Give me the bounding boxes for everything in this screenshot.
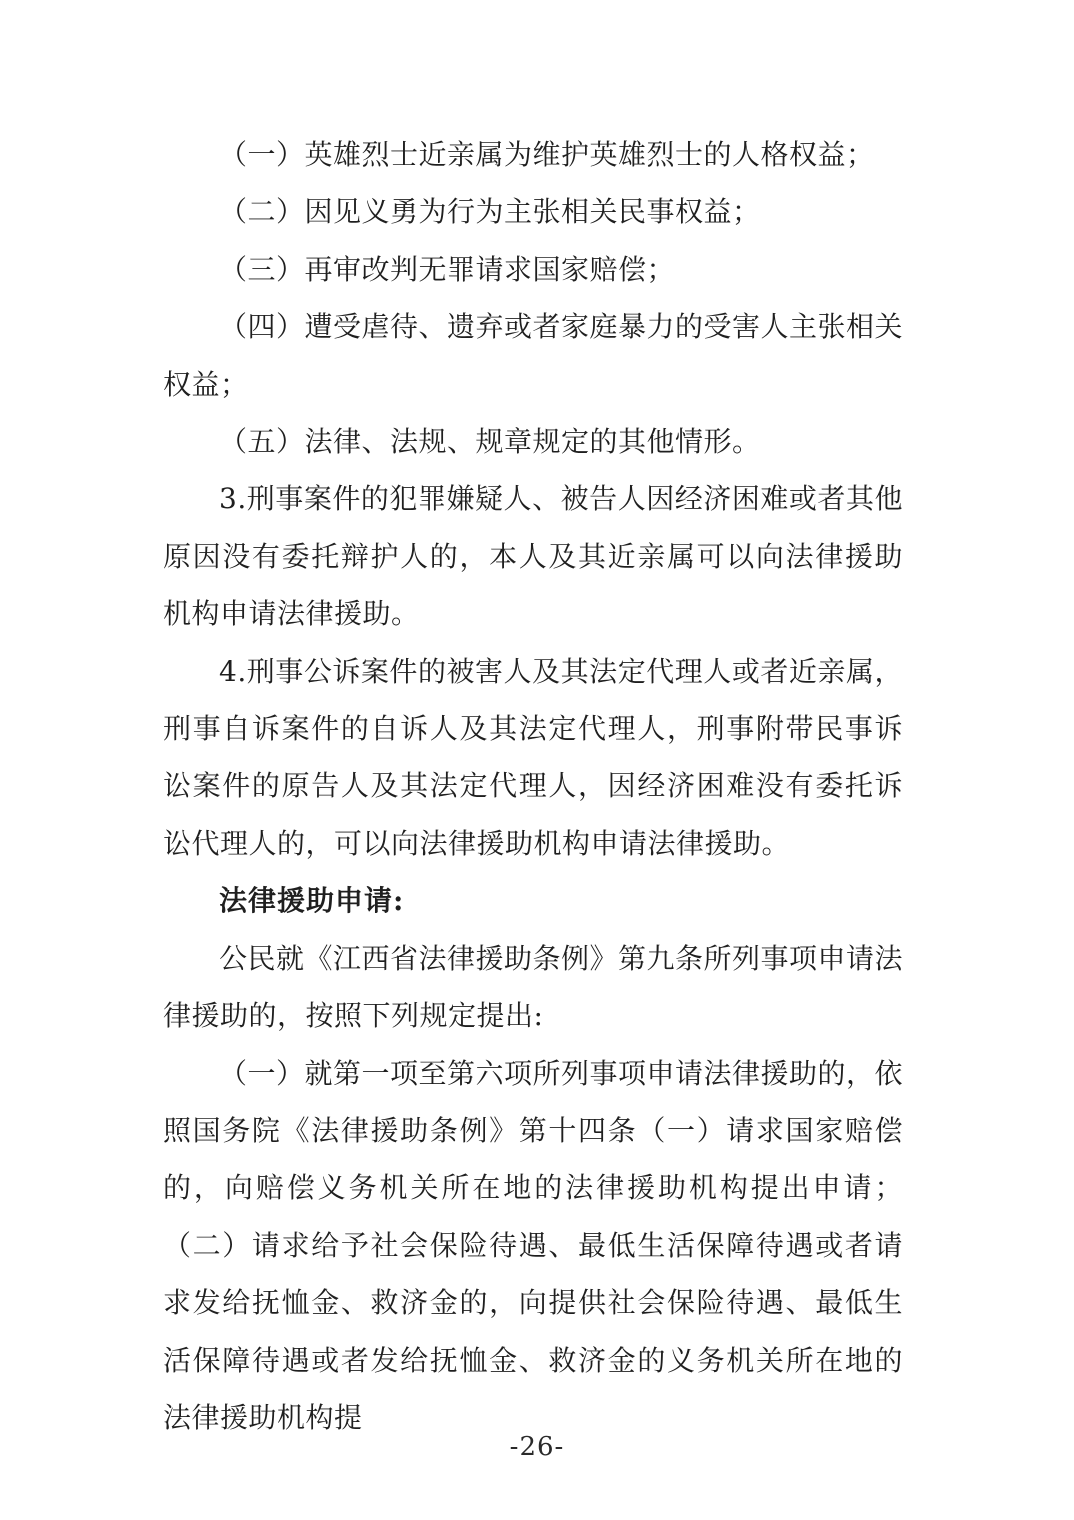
paragraph-application-rules: （一）就第一项至第六项所列事项申请法律援助的，依照国务院《法律援助条例》第十四条（一）请求国家赔偿的，向赔偿义务机关所在地的法律援助机构提出申请；（二）请求给予社会保险待遇、最低生活保障待遇或者请求发给抚恤金、救济金的，向提供社会保险待遇、最低生活保障待遇或者发给抚恤金、救济金的义务机关所在地的法律援助机构提: [163, 1056, 904, 1434]
section-heading-legal-aid-application: 法律援助申请:: [219, 884, 405, 918]
list-item-2: （二）因见义勇为行为主张相关民事权益；: [219, 195, 761, 229]
paragraph-application-intro: 公民就《江西省法律援助条例》第九条所列事项申请法律援助的，按照下列规定提出:: [163, 941, 904, 1033]
paragraph-criminal-suspect: 3.刑事案件的犯罪嫌疑人、被告人因经济困难或者其他原因没有委托辩护人的，本人及其近亲属可以向法律援助机构申请法律援助。: [163, 482, 903, 631]
document-body: [163, 126, 903, 1446]
list-item-5: （五）法律、法规、规章规定的其他情形。: [219, 425, 761, 459]
list-item-3: （三）再审改判无罪请求国家赔偿；: [219, 252, 676, 286]
list-item-4: （四）遭受虐待、遗弃或者家庭暴力的受害人主张相关权益；: [163, 310, 904, 401]
paragraph-criminal-victim: 4.刑事公诉案件的被害人及其法定代理人或者近亲属，刑事自诉案件的自诉人及其法定代理人，刑事附带民事诉讼案件的原告人及其法定代理人，因经济困难没有委托诉讼代理人的，可以向法律援助机构申请法律援助。: [163, 654, 903, 860]
page-number: -26-: [509, 1432, 565, 1462]
list-item-1: （一）英雄烈士近亲属为维护英雄烈士的人格权益；: [219, 138, 875, 171]
